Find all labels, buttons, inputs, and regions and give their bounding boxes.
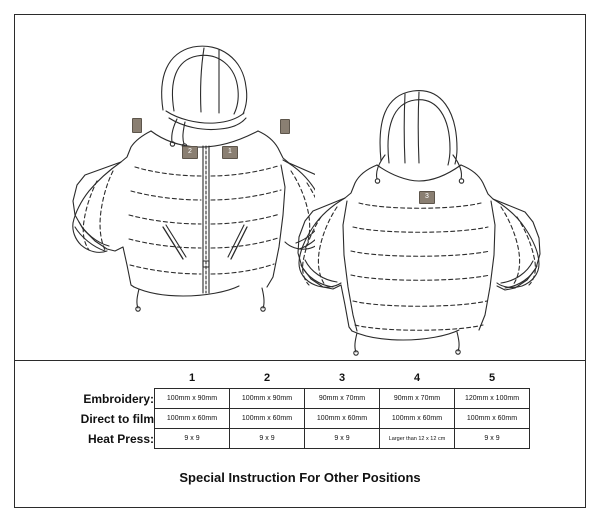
row-label-embroidery: Embroidery: <box>83 391 154 406</box>
cell-heatpress-1: 9 x 9 <box>155 429 230 449</box>
column-header-2: 2 <box>263 372 271 384</box>
cell-dtf-2: 100mm x 60mm <box>230 409 305 429</box>
cell-heatpress-5: 9 x 9 <box>455 429 530 449</box>
placement-marker-3: 3 <box>419 191 435 204</box>
column-header-3: 3 <box>338 372 346 384</box>
table-row <box>60 409 530 429</box>
cell-embroidery-5: 120mm x 100mm <box>455 389 530 409</box>
frame-divider <box>15 360 585 361</box>
cell-embroidery-4: 90mm x 70mm <box>380 389 455 409</box>
cell-dtf-1: 100mm x 60mm <box>155 409 230 429</box>
cell-heatpress-4: Larger than 12 x 12 cm <box>380 429 455 449</box>
table-row <box>60 429 530 449</box>
jacket-front-view <box>15 15 315 360</box>
row-label-direct-to-film: Direct to film <box>80 411 154 426</box>
cell-embroidery-2: 100mm x 90mm <box>230 389 305 409</box>
cell-heatpress-2: 9 x 9 <box>230 429 305 449</box>
column-header-5: 5 <box>488 372 496 384</box>
jacket-back-view <box>285 15 585 360</box>
left-shoulder-tab <box>132 118 142 133</box>
column-header-1: 1 <box>188 372 196 384</box>
table-row <box>60 389 530 409</box>
placement-marker-1: 1 <box>222 146 238 159</box>
cell-dtf-5: 100mm x 60mm <box>455 409 530 429</box>
column-header-4: 4 <box>413 372 421 384</box>
cell-embroidery-1: 100mm x 90mm <box>155 389 230 409</box>
row-label-heat-press: Heat Press: <box>87 431 154 446</box>
placement-size-table <box>60 368 530 449</box>
cell-heatpress-3: 9 x 9 <box>305 429 380 449</box>
cell-embroidery-3: 90mm x 70mm <box>305 389 380 409</box>
garment-illustration <box>15 15 585 360</box>
table-header-row <box>60 368 530 389</box>
right-shoulder-tab <box>280 119 290 134</box>
cell-dtf-3: 100mm x 60mm <box>305 409 380 429</box>
placement-marker-2: 2 <box>182 146 198 159</box>
special-instruction-note: Special Instruction For Other Positions <box>179 470 421 485</box>
cell-dtf-4: 100mm x 60mm <box>380 409 455 429</box>
